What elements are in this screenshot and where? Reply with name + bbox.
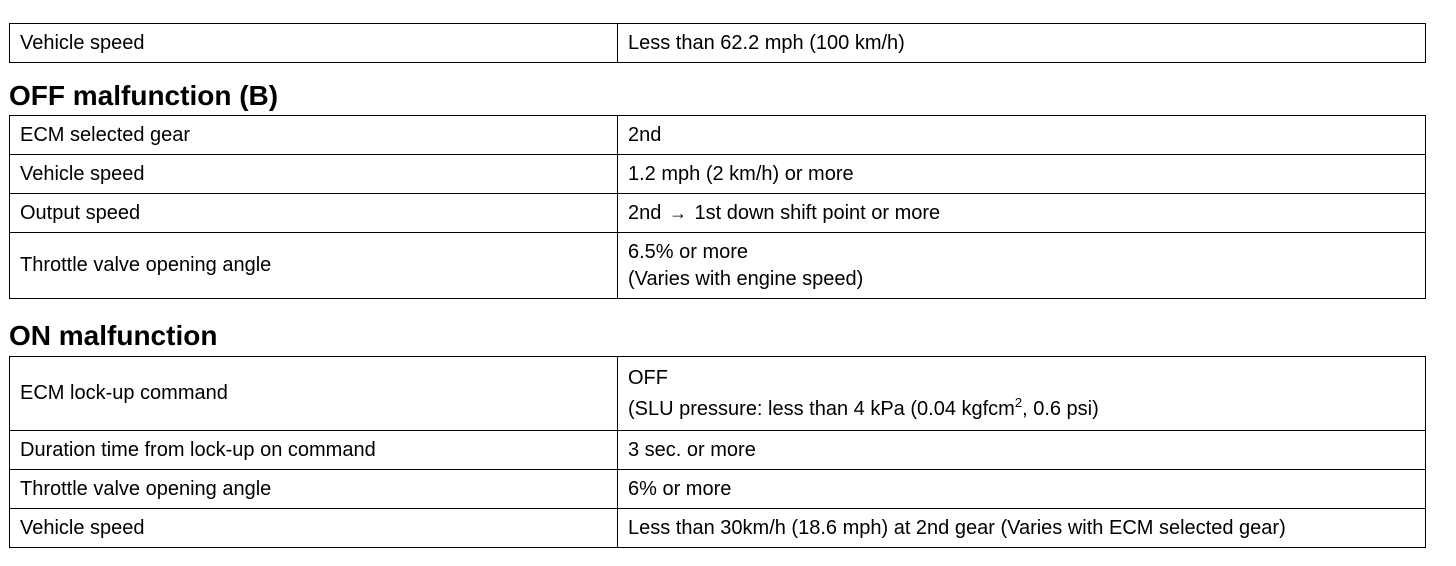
condition-label: Vehicle speed bbox=[10, 155, 618, 194]
condition-label: Throttle valve opening angle bbox=[10, 470, 618, 509]
top-condition-table bbox=[9, 23, 1426, 63]
value-note: (Varies with engine speed) bbox=[628, 267, 864, 290]
condition-label: Vehicle speed bbox=[10, 24, 618, 63]
condition-label: Throttle valve opening angle bbox=[10, 233, 618, 299]
value-note bbox=[628, 396, 1425, 423]
condition-label: ECM lock-up command bbox=[10, 357, 618, 431]
table-row bbox=[10, 24, 1426, 63]
condition-label: Duration time from lock-up on command bbox=[10, 431, 618, 470]
table-row bbox=[10, 233, 1426, 299]
condition-value: 1.2 mph (2 km/h) or more bbox=[618, 155, 1426, 194]
value-note-text: (SLU pressure: less than 4 kPa (0.04 kgfcm bbox=[628, 397, 1015, 420]
condition-value: Less than 62.2 mph (100 km/h) bbox=[618, 24, 1426, 63]
condition-value bbox=[618, 357, 1426, 431]
table-row bbox=[10, 116, 1426, 155]
condition-value: 6% or more bbox=[618, 470, 1426, 509]
condition-value bbox=[618, 233, 1426, 299]
table-row bbox=[10, 155, 1426, 194]
value-note-text-end: , 0.6 psi) bbox=[1022, 397, 1099, 420]
condition-label: Output speed bbox=[10, 194, 618, 233]
arrow-right-icon: → bbox=[668, 202, 687, 223]
condition-value: Less than 30km/h (18.6 mph) at 2nd gear (Varies with ECM selected gear) bbox=[618, 509, 1426, 548]
condition-value bbox=[618, 194, 1426, 233]
value-line: OFF bbox=[628, 366, 668, 389]
condition-value: 2nd bbox=[618, 116, 1426, 155]
condition-label: Vehicle speed bbox=[10, 509, 618, 548]
gear-from: 2nd bbox=[628, 201, 662, 224]
table-row bbox=[10, 194, 1426, 233]
gear-to: 1st down shift point or more bbox=[694, 201, 941, 224]
table-row bbox=[10, 509, 1426, 548]
value-line: 6.5% or more bbox=[628, 240, 749, 263]
table-row bbox=[10, 470, 1426, 509]
condition-value: 3 sec. or more bbox=[618, 431, 1426, 470]
off-malfunction-table bbox=[9, 115, 1426, 299]
off-malfunction-heading: OFF malfunction (B) bbox=[9, 80, 279, 111]
table-row bbox=[10, 357, 1426, 431]
on-malfunction-heading: ON malfunction bbox=[9, 320, 218, 351]
condition-label: ECM selected gear bbox=[10, 116, 618, 155]
on-malfunction-table bbox=[9, 356, 1426, 548]
superscript: 2 bbox=[1014, 394, 1023, 410]
table-row bbox=[10, 431, 1426, 470]
